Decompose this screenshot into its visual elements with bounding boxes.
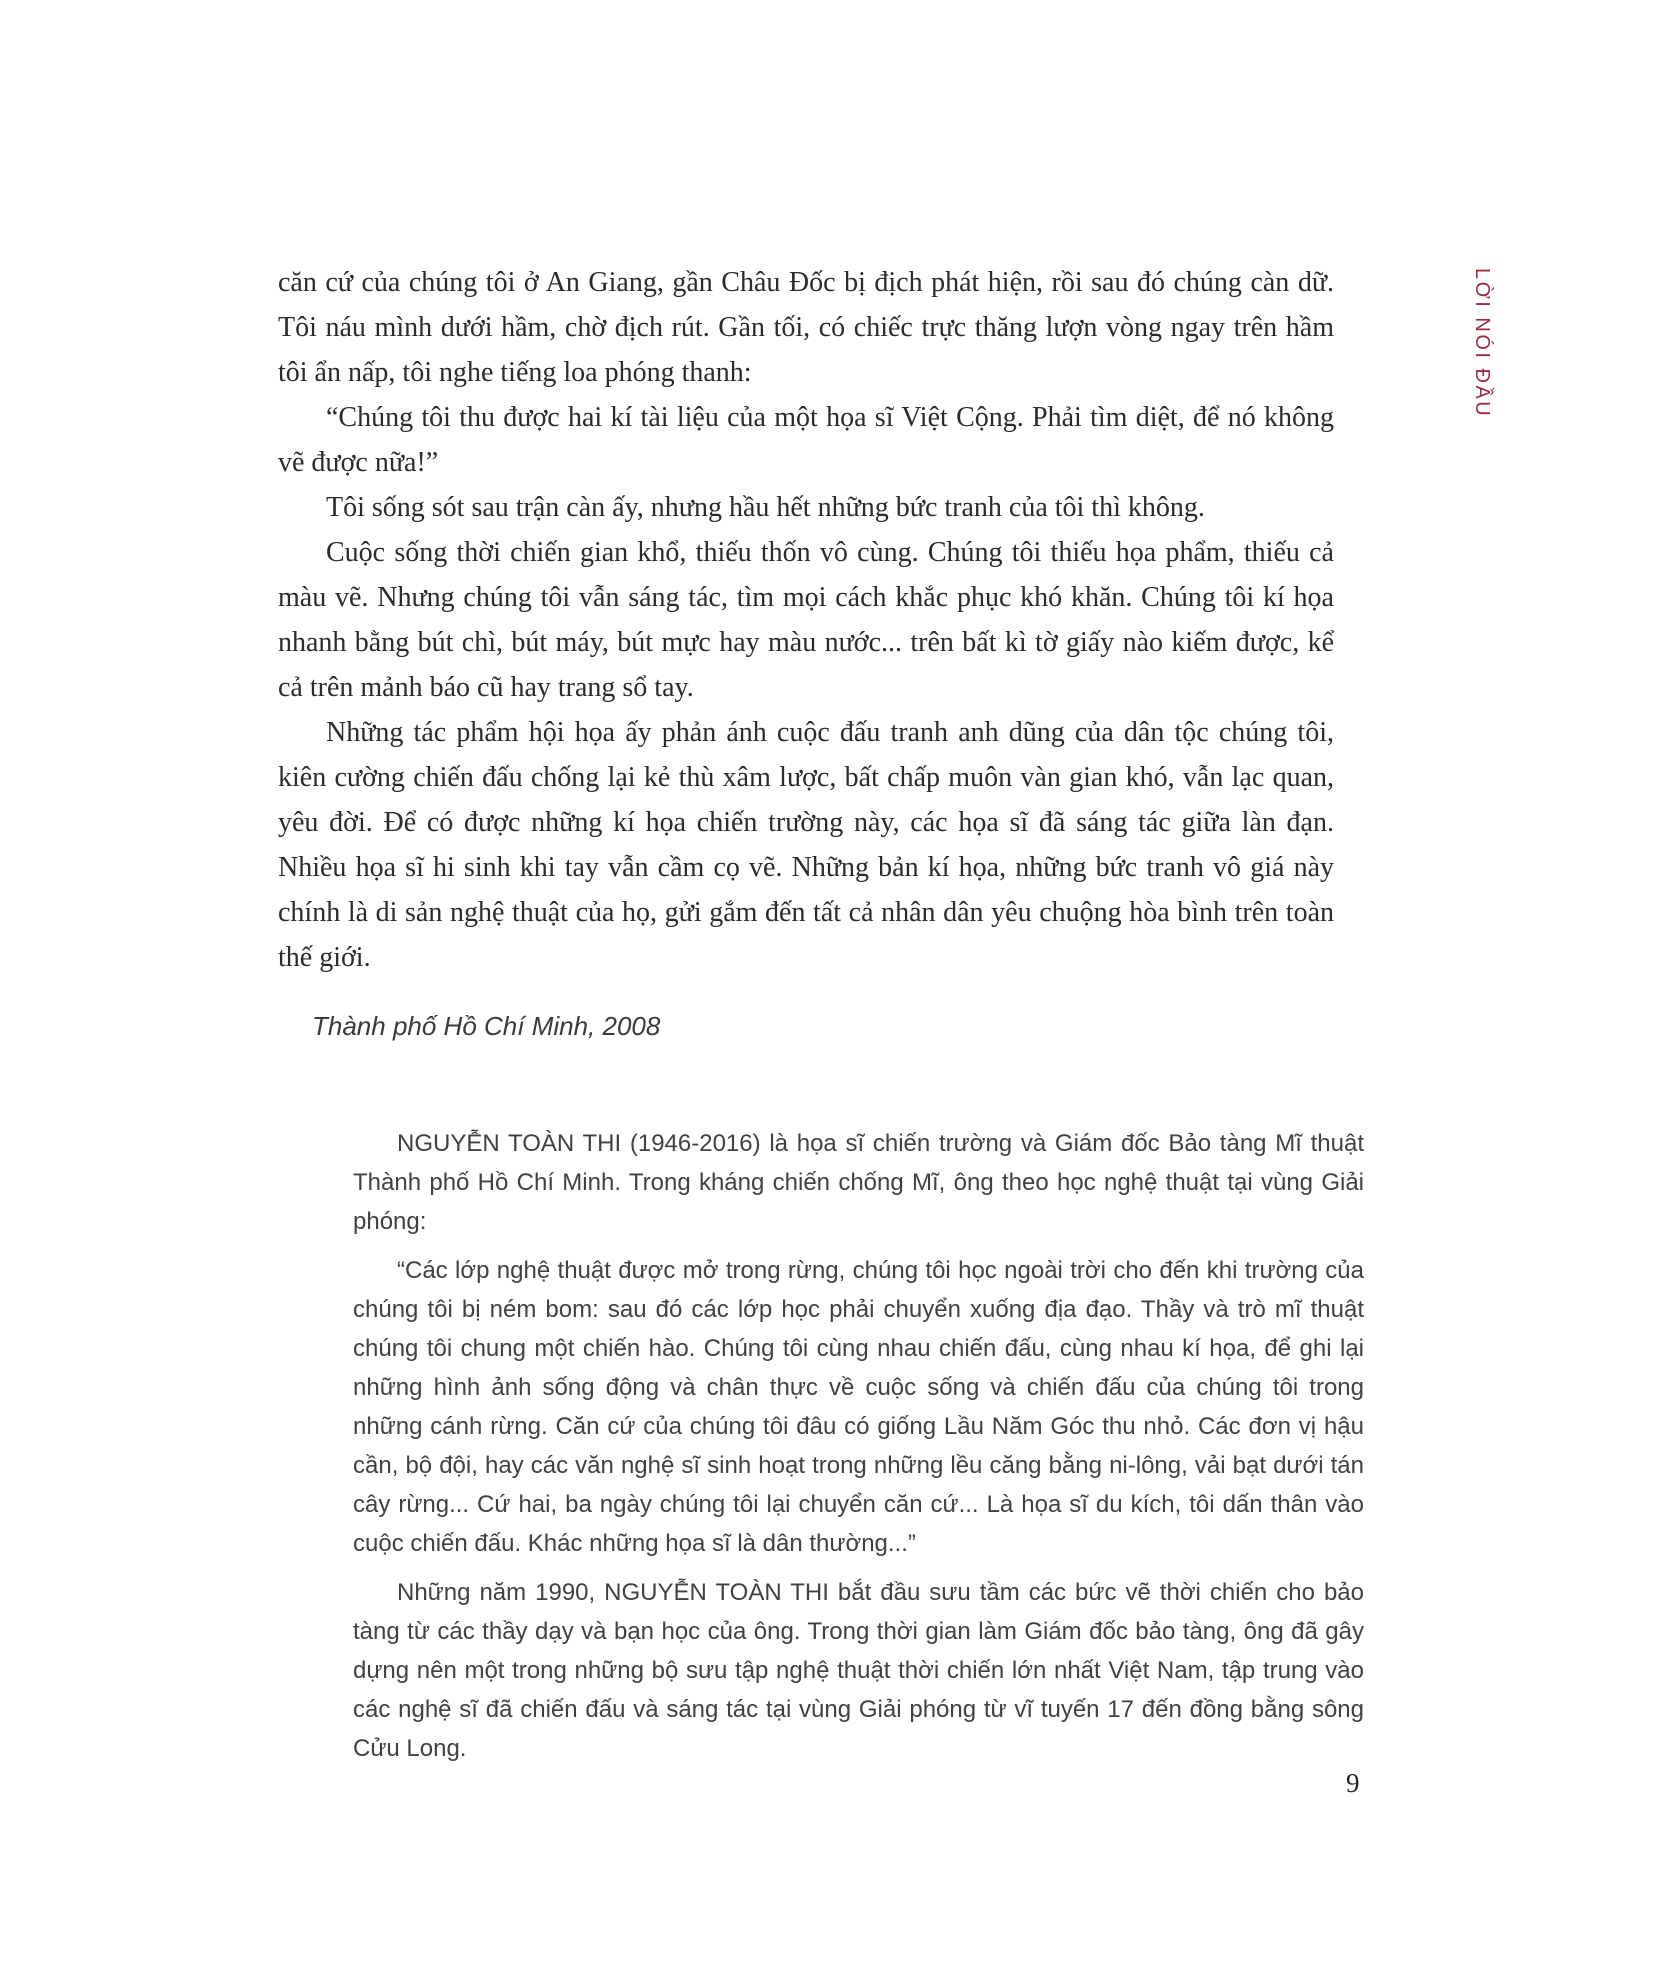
running-header-label: LỜI NÓI ĐẦU	[1471, 268, 1493, 419]
bio-paragraph-quote: “Các lớp nghệ thuật được mở trong rừng, chúng tôi học ngoài trời cho đến khi trường của chúng tôi bị ném bom: sau đó các lớp học phải chuyển xuống địa đạo. Thầy và trò mĩ thuật chúng tôi chung một chiến hào. Chúng tôi cùng nhau chiến đấu, cùng nhau kí họa, để ghi lại những hình ảnh sống động và chân thực về cuộc sống và chiến đấu của chúng tôi trong những cánh rừng. Căn cứ của chúng tôi đâu có giống Lầu Năm Góc thu nhỏ. Các đơn vị hậu cần, bộ đội, hay các văn nghệ sĩ sinh hoạt trong những lều căng bằng ni-lông, vải bạt dưới tán cây rừng... Cứ hai, ba ngày chúng tôi lại chuyển căn cứ... Là họa sĩ du kích, tôi dấn thân vào cuộc chiến đấu. Khác những họa sĩ là dân thường...”	[353, 1257, 1364, 1557]
bio-paragraph: NGUYỄN TOÀN THI (1946-2016) là họa sĩ chiến trường và Giám đốc Bảo tàng Mĩ thuật Thành phố Hồ Chí Minh. Trong kháng chiến chống Mĩ, ông theo học nghệ thuật tại vùng Giải phóng:	[353, 1130, 1364, 1235]
preface-paragraph-quote: “Chúng tôi thu được hai kí tài liệu của một họa sĩ Việt Cộng. Phải tìm diệt, để nó không vẽ được nữa!”	[278, 402, 1334, 478]
preface-paragraph: căn cứ của chúng tôi ở An Giang, gần Châu Đốc bị địch phát hiện, rồi sau đó chúng càn dữ. Tôi náu mình dưới hầm, chờ địch rút. Gần tối, có chiếc trực thăng lượn vòng ngay trên hầm tôi ẩn nấp, tôi nghe tiếng loa phóng thanh:	[278, 267, 1334, 388]
dateline: Thành phố Hồ Chí Minh, 2008	[312, 1011, 661, 1041]
author-bio-block	[353, 1124, 1364, 1768]
preface-paragraph: Tôi sống sót sau trận càn ấy, nhưng hầu hết những bức tranh của tôi thì không.	[326, 492, 1205, 523]
preface-paragraph: Những tác phẩm hội họa ấy phản ánh cuộc đấu tranh anh dũng của dân tộc chúng tôi, kiên cường chiến đấu chống lại kẻ thù xâm lược, bất chấp muôn vàn gian khó, vẫn lạc quan, yêu đời. Để có được những kí họa chiến trường này, các họa sĩ đã sáng tác giữa làn đạn. Nhiều họa sĩ hi sinh khi tay vẫn cầm cọ vẽ. Những bản kí họa, những bức tranh vô giá này chính là di sản nghệ thuật của họ, gửi gắm đến tất cả nhân dân yêu chuộng hòa bình trên toàn thế giới.	[278, 717, 1334, 973]
text-column	[278, 260, 1364, 1778]
bio-paragraph: Những năm 1990, NGUYỄN TOÀN THI bắt đầu sưu tầm các bức vẽ thời chiến cho bảo tàng từ các thầy dạy và bạn học của ông. Trong thời gian làm Giám đốc bảo tàng, ông đã gây dựng nên một trong những bộ sưu tập nghệ thuật thời chiến lớn nhất Việt Nam, tập trung vào các nghệ sĩ đã chiến đấu và sáng tác tại vùng Giải phóng từ vĩ tuyến 17 đến đồng bằng sông Cửu Long.	[353, 1579, 1364, 1762]
page-number: 9	[1346, 1768, 1360, 1798]
preface-paragraph: Cuộc sống thời chiến gian khổ, thiếu thốn vô cùng. Chúng tôi thiếu họa phẩm, thiếu cả màu vẽ. Nhưng chúng tôi vẫn sáng tác, tìm mọi cách khắc phục khó khăn. Chúng tôi kí họa nhanh bằng bút chì, bút máy, bút mực hay màu nước... trên bất kì tờ giấy nào kiếm được, kể cả trên mảnh báo cũ hay trang sổ tay.	[278, 537, 1334, 703]
